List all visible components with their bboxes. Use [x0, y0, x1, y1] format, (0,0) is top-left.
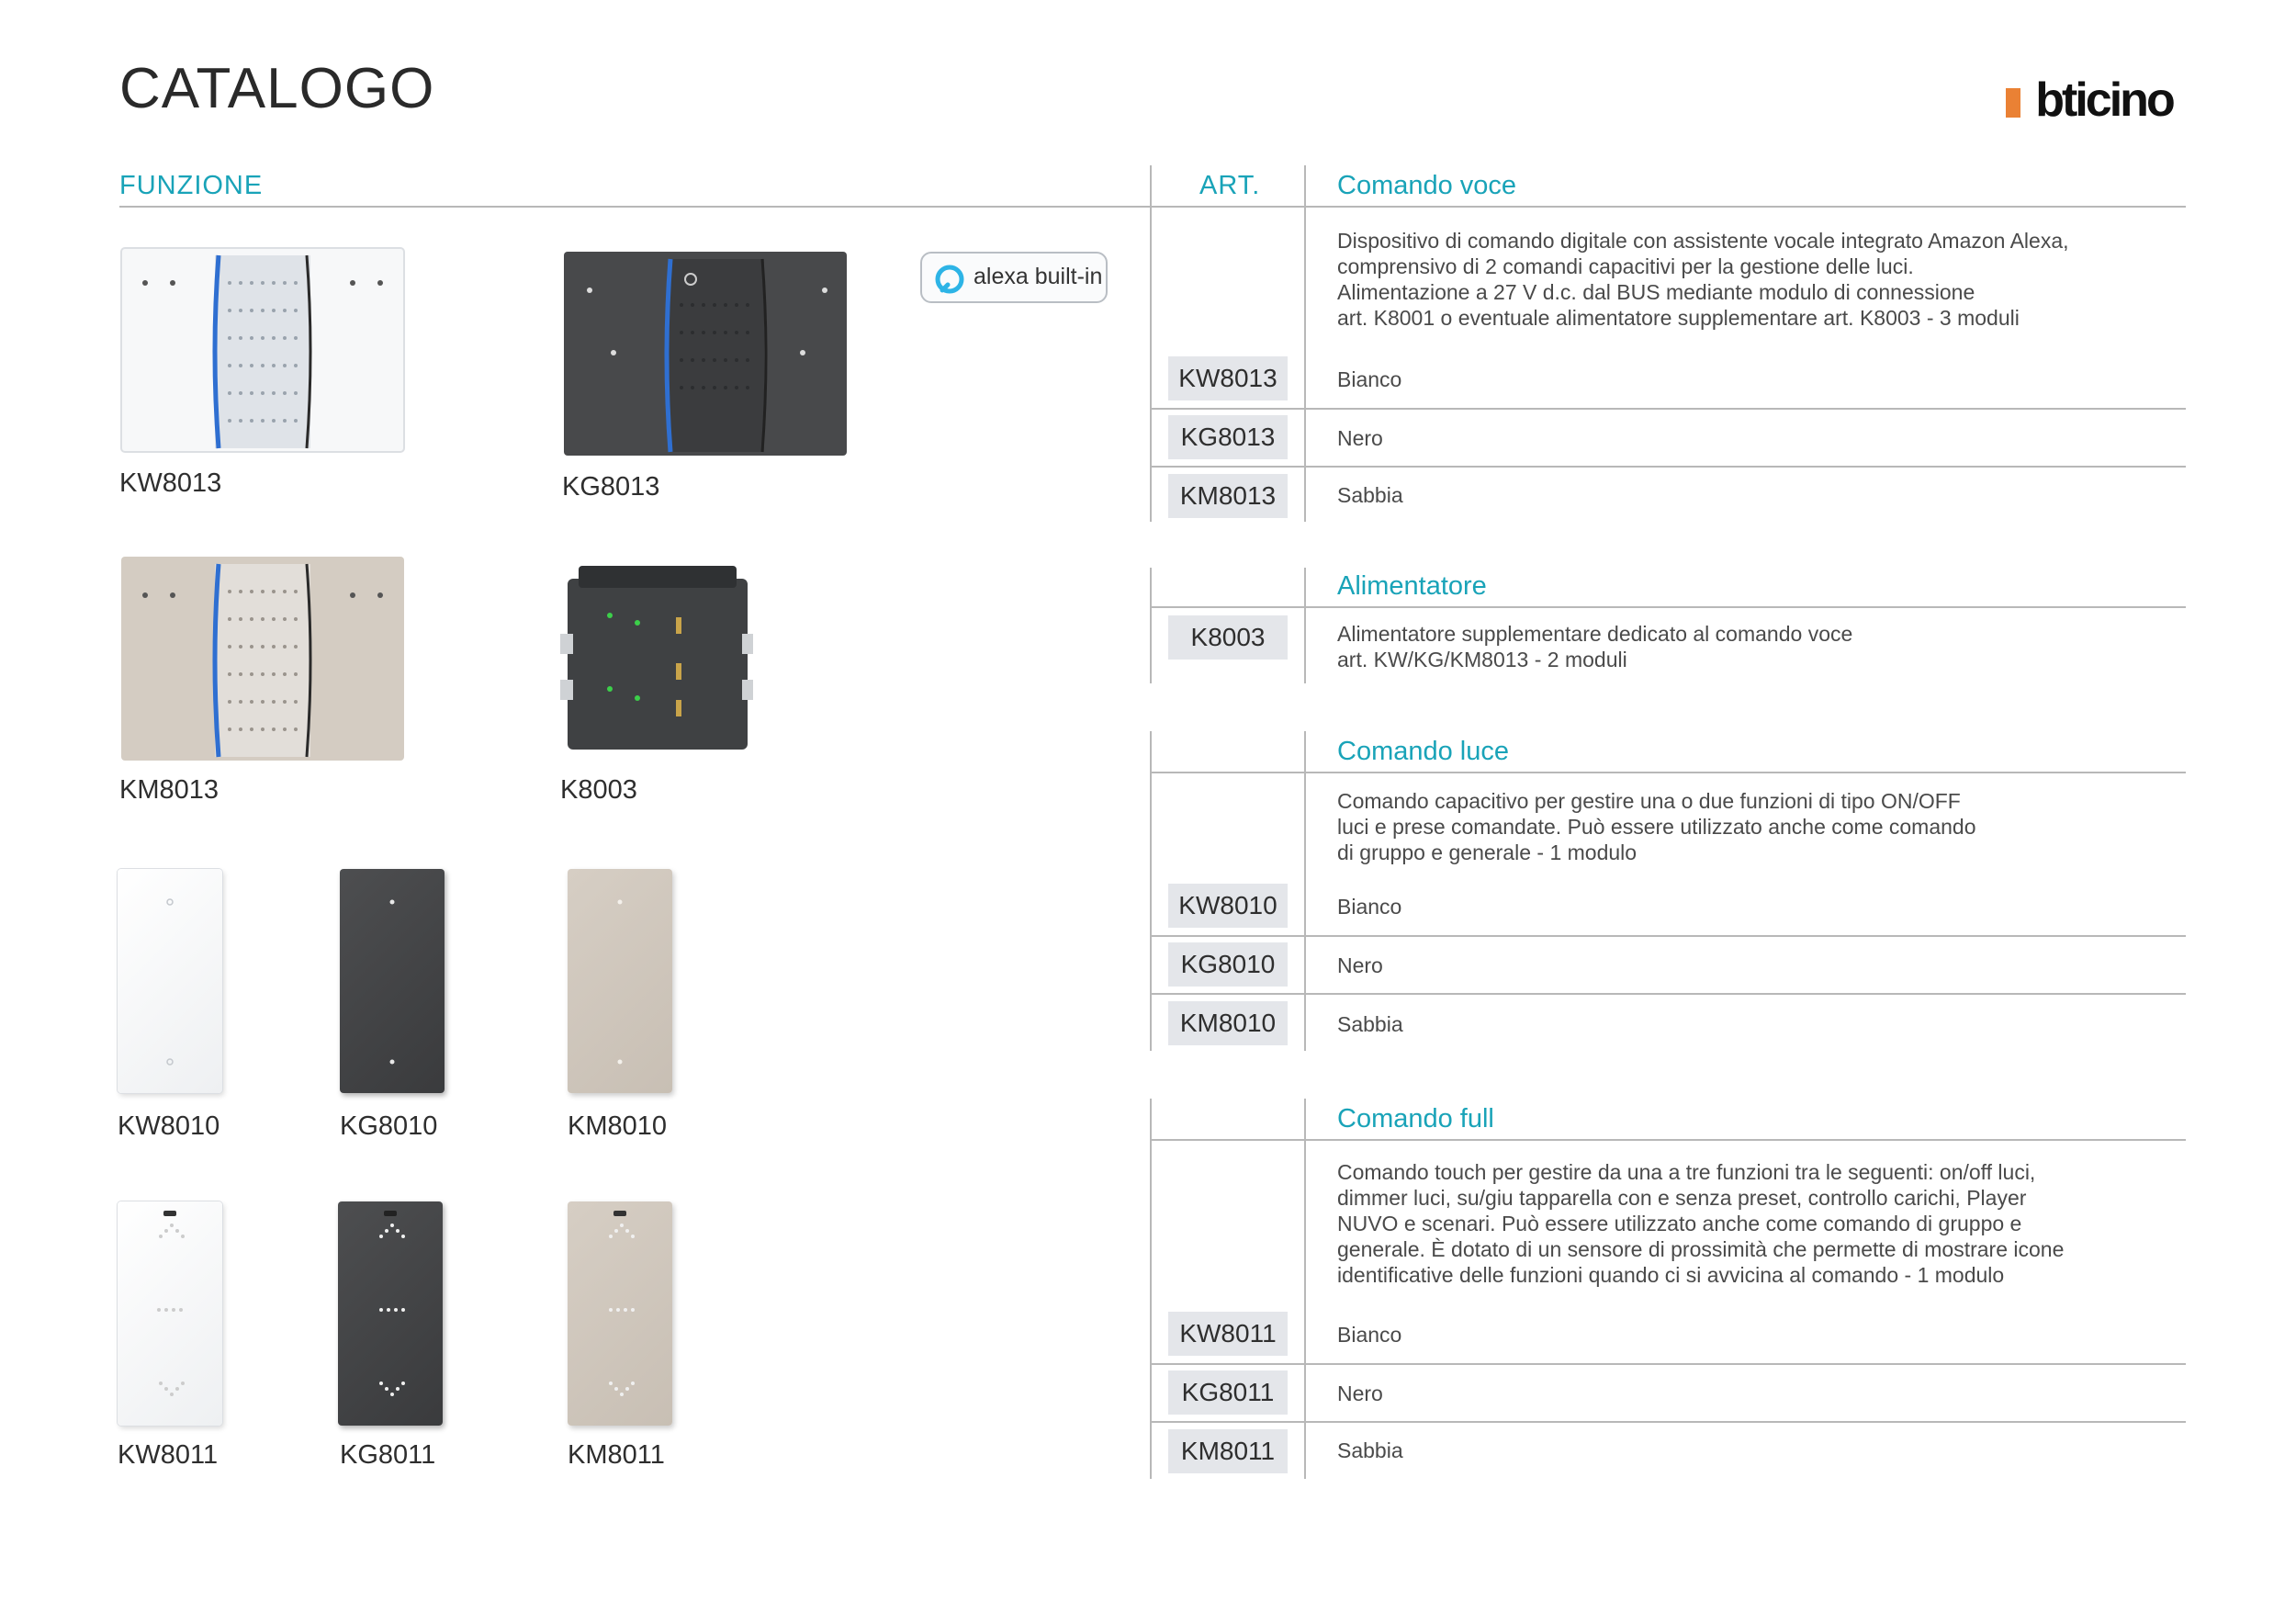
color-variant: Sabbia	[1337, 1438, 1403, 1462]
product-label: KG8010	[340, 1111, 438, 1141]
section-rule	[1150, 772, 2186, 773]
description-line: Comando touch per gestire da una a tre funzioni tra le seguenti: on/off luci,	[1337, 1160, 2036, 1184]
description-line: dimmer luci, su/giu tapparella con e senza preset, controllo carichi, Player	[1337, 1186, 2027, 1210]
section-title-alimentatore: Alimentatore	[1337, 571, 1487, 601]
section-rule	[1150, 1139, 2186, 1141]
description-line: di gruppo e generale - 1 modulo	[1337, 840, 1638, 864]
desc-column-divider	[1304, 568, 1306, 683]
art-column-divider	[1150, 165, 1152, 522]
description-line: generale. È dotato di un sensore di prossimità che permette di mostrare icone	[1337, 1237, 2065, 1261]
description-line: art. K8001 o eventuale alimentatore supplementare art. K8003 - 3 moduli	[1337, 306, 2020, 330]
product-label: KM8011	[568, 1440, 665, 1470]
desc-column-divider	[1304, 165, 1306, 522]
color-variant: Nero	[1337, 1382, 1383, 1405]
product-label: KG8013	[562, 472, 660, 502]
product-label: KW8013	[119, 468, 222, 498]
brand-name: bticino	[2035, 77, 2173, 121]
indicator-dots	[118, 869, 678, 1429]
article-code: KM8011	[1168, 1429, 1288, 1473]
desc-column-divider	[1304, 731, 1306, 1051]
description-line: luci e prese comandate. Può essere utilizzato anche come comando	[1337, 815, 1976, 839]
section-description	[1337, 1159, 2064, 1288]
product-image-km8013	[119, 555, 406, 762]
article-code: K8003	[1168, 615, 1288, 660]
art-column-divider	[1150, 568, 1152, 683]
header-rule	[119, 206, 2186, 208]
section-title-comando-full: Comando full	[1337, 1104, 1494, 1133]
row-rule	[1150, 1421, 2186, 1423]
row-rule	[1150, 466, 2186, 468]
section-rule	[1150, 606, 2186, 608]
color-variant: Sabbia	[1337, 483, 1403, 507]
article-code: KG8011	[1168, 1370, 1288, 1415]
product-label: KM8013	[119, 775, 219, 805]
article-code: KM8013	[1168, 474, 1288, 518]
color-variant: Sabbia	[1337, 1012, 1403, 1036]
alexa-ring-icon	[933, 263, 966, 296]
section-title-comando-luce: Comando luce	[1337, 737, 1509, 766]
article-code: KG8013	[1168, 415, 1288, 459]
product-label: KW8011	[118, 1440, 219, 1470]
product-image-k8003	[560, 560, 753, 753]
funzione-header: FUNZIONE	[119, 171, 264, 200]
alexa-badge-text: alexa built-in	[974, 264, 1103, 289]
article-code: KG8010	[1168, 942, 1288, 987]
description-line: Alimentazione a 27 V d.c. dal BUS mediante modulo di connessione	[1337, 280, 1975, 304]
page-title: CATALOGO	[119, 57, 435, 120]
alexa-built-in-badge	[920, 252, 1108, 303]
row-rule	[1150, 1363, 2186, 1365]
product-image-kg8013	[562, 250, 849, 457]
section-description	[1337, 621, 1852, 672]
description-line: art. KW/KG/KM8013 - 2 moduli	[1337, 648, 1627, 671]
product-label: KW8010	[118, 1111, 220, 1141]
color-variant: Bianco	[1337, 367, 1402, 391]
row-rule	[1150, 408, 2186, 410]
color-variant: Bianco	[1337, 1323, 1402, 1347]
description-line: Dispositivo di comando digitale con assistente vocale integrato Amazon Alexa,	[1337, 229, 2069, 253]
product-label: KG8011	[340, 1440, 436, 1470]
product-image-kw8013	[119, 246, 406, 454]
article-code: KM8010	[1168, 1001, 1288, 1045]
color-variant: Bianco	[1337, 895, 1402, 919]
article-code: KW8013	[1168, 356, 1288, 400]
section-description	[1337, 228, 2069, 331]
color-variant: Nero	[1337, 426, 1383, 450]
article-code: KW8010	[1168, 884, 1288, 928]
section-title-comando-voce: Comando voce	[1337, 171, 1517, 200]
bticino-logo	[2000, 77, 2208, 121]
color-variant: Nero	[1337, 953, 1383, 977]
row-rule	[1150, 993, 2186, 995]
row-rule	[1150, 935, 2186, 937]
art-header: ART.	[1199, 171, 1261, 200]
product-label: K8003	[560, 775, 637, 805]
description-line: comprensivo di 2 comandi capacitivi per la gestione delle luci.	[1337, 254, 1914, 278]
description-line: Comando capacitivo per gestire una o due funzioni di tipo ON/OFF	[1337, 789, 1961, 813]
description-line: NUVO e scenari. Può essere utilizzato anche come comando di gruppo e	[1337, 1212, 2022, 1235]
art-column-divider	[1150, 731, 1152, 1051]
description-line: Alimentatore supplementare dedicato al comando voce	[1337, 622, 1853, 646]
product-label: KM8010	[568, 1111, 668, 1141]
description-line: identificative delle funzioni quando ci si avvicina al comando - 1 modulo	[1337, 1263, 2005, 1287]
article-code: KW8011	[1168, 1312, 1288, 1356]
section-description	[1337, 788, 1976, 865]
